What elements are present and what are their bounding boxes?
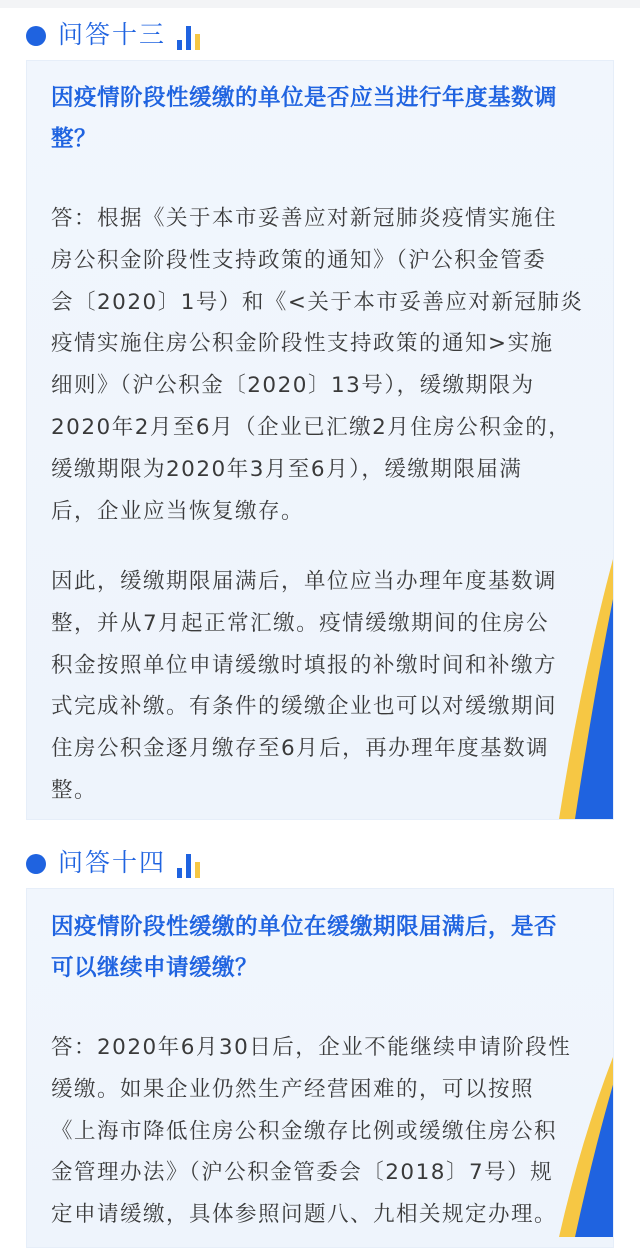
answer-paragraph: 答：2020年6月30日后，企业不能继续申请阶段性 缓缴。如果企业仍然生产经营困难的，可以按照 《上海市降低住房公积金缴存比例或缓缴住房公积 金管理办法》（沪公积金管委会〔2018〕7号）规 定申请缓缴，具体参照问题八、九相关规定办理。 xyxy=(51,1035,572,1228)
section-label: 问答十四 xyxy=(58,848,167,877)
answer-paragraph: 答：根据《关于本市妥善应对新冠肺炎疫情实施住 房公积金阶段性支持政策的通知》（沪公积金管委 会〔2020〕1号）和《<关于本市妥善应对新冠肺炎 疫情实施住房公积金阶段性支持政策的通知>实施 细则》（沪公积金〔2020〕13号），缓缴期限为 2020年2月至6月（企业已汇缴2月住房公积金的， 缓缴期限为2020年3月至6月），缓缴期限届满 后，企业应当恢复缴存。 xyxy=(51,206,584,524)
qa-card-14 xyxy=(26,888,614,1248)
bullet-dot-icon xyxy=(26,26,46,46)
qa-card-13 xyxy=(26,60,614,820)
answer-paragraph: 因此，缓缴期限届满后，单位应当办理年度基数调 整，并从7月起正常汇缴。疫情缓缴期间的住房公 积金按照单位申请缓缴时填报的补缴时间和补缴方 式完成补缴。有条件的缓缴企业也可以对缓缴期间 住房公积金逐月缴存至6月后，再办理年度基数调 整。 xyxy=(51,569,558,803)
section-label: 问答十三 xyxy=(58,20,167,49)
question-text: 因疫情阶段性缓缴的单位是否应当进行年度基数调 整？ xyxy=(51,85,558,152)
section-header-13 xyxy=(0,14,640,54)
bar-chart-icon xyxy=(176,20,204,54)
bar-chart-icon xyxy=(176,848,204,882)
bullet-dot-icon xyxy=(26,854,46,874)
top-divider xyxy=(0,0,640,8)
question-text: 因疫情阶段性缓缴的单位在缓缴期限届满后，是否 可以继续申请缓缴？ xyxy=(51,914,558,981)
section-header-14 xyxy=(0,842,640,882)
